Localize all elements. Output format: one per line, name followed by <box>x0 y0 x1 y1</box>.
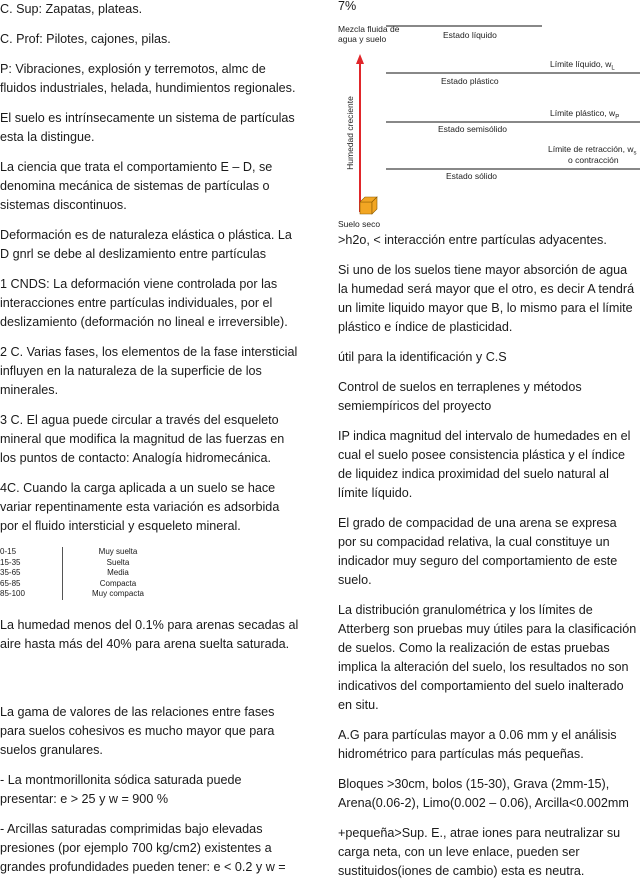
state-solid: Estado sólido <box>446 171 498 181</box>
paragraph: 2 C. Varias fases, los elementos de la fase intersticial influyen en la naturaleza de la superficie de los minerales. <box>0 345 298 397</box>
axis-label: Humedad creciente <box>344 96 355 170</box>
table-row <box>0 547 300 558</box>
plastic-limit-label: Límite plástico, $w_P$ <box>550 108 620 121</box>
left-paragraphs-top <box>0 0 300 536</box>
description-cell: Compacta <box>99 578 137 588</box>
paragraph: útil para la identificación y C.S <box>338 350 507 364</box>
left-column <box>0 0 300 888</box>
description-cell: Muy compacta <box>91 589 145 598</box>
atterberg-limits-diagram <box>338 16 640 229</box>
table-row <box>0 589 300 600</box>
paragraph: 1 CNDS: La deformación viene controlada por las interacciones entre partículas individuales, por el deslizamiento (deformación no lineal e irreversible). <box>0 277 288 329</box>
paragraph: La distribución granulométrica y los límites de Atterberg son pruebas muy útiles para la clasificación de suelos. Como la realización de estas pruebas implica la alteración del suelo, los resultados no son indicativos del comportamiento del suelo inalterado en situ. <box>338 603 637 712</box>
paragraph: Bloques >30cm, bolos (15-30), Grava (2mm-15), Arena(0.06-2), Limo(0.002 – 0.06), Arcilla<0.002mm <box>338 777 629 810</box>
description-cell: Media <box>107 568 129 577</box>
paragraph: - Arcillas saturadas comprimidas bajo elevadas presiones (por ejemplo 700 kg/cm2) existentes a grandes profundidades pueden tener: e < 0.2 y w = <box>0 822 286 874</box>
state-liquid: Estado líquido <box>443 30 497 40</box>
humidity-arrow-head <box>356 54 364 64</box>
paragraph: El grado de compacidad de una arena se expresa por su compacidad relativa, la cual constituye un indicador muy seguro del comportamiento de este suelo. <box>338 516 618 587</box>
fluid-mixture-label: Mezcla fluida de agua y suelo <box>338 24 400 44</box>
paragraph: Deformación es de naturaleza elástica o plástica. La D gnrl se debe al deslizamiento entre partículas <box>0 228 292 261</box>
paragraph: Control de suelos en terraplenes y métodos semiempíricos del proyecto <box>338 380 582 413</box>
dry-soil-label: Suelo seco <box>338 219 381 229</box>
left-paragraphs-bottom <box>0 703 300 877</box>
left-paragraphs-mid <box>0 616 300 654</box>
range-cell: 15-35 <box>0 558 63 569</box>
table-row <box>0 558 300 569</box>
paragraph: P: Vibraciones, explosión y terremotos, almc de fluidos industriales, helada, hundimientos regionales. <box>0 62 296 95</box>
range-cell: 35-65 <box>0 568 63 579</box>
state-semisolid: Estado semisólido <box>438 124 507 134</box>
right-column <box>338 0 638 892</box>
description-cell: Suelta <box>106 557 130 567</box>
relative-density-table <box>0 547 300 609</box>
liquid-limit-label: Límite líquido, $w_L$ <box>550 59 615 72</box>
state-plastic: Estado plástico <box>441 76 499 86</box>
paragraph: 4C. Cuando la carga aplicada a un suelo se hace variar repentinamente esta variación es adsorbida por el fluido intersticial y esqueleto mineral. <box>0 481 280 533</box>
paragraph: - La montmorillonita sódica saturada puede presentar: e > 25 y w = 900 % <box>0 773 242 806</box>
right-paragraphs <box>338 231 638 881</box>
table-row <box>0 568 300 579</box>
paragraph: >h2o, < interacción entre partículas adyacentes. <box>338 233 607 247</box>
table-row <box>0 579 300 590</box>
paragraph: La gama de valores de las relaciones entre fases para suelos cohesivos es mucho mayor que para suelos granulares. <box>0 705 275 757</box>
paragraph: C. Sup: Zapatas, plateas. <box>0 2 143 16</box>
paragraph: IP indica magnitud del intervalo de humedades en el cual el suelo posee consistencia plástica y el índice de liquidez indica proximidad del suelo natural al límite líquido. <box>338 429 631 500</box>
top-fragment: 7% <box>338 0 357 13</box>
paragraph: 3 C. El agua puede circular a través del esqueleto mineral que modifica la magnitud de las fuerzas en los puntos de contacto: Analogía hidromecánica. <box>0 413 285 465</box>
range-cell: 85-100 <box>0 589 63 600</box>
shrinkage-limit-label-line2: o contracción <box>568 155 619 165</box>
dry-soil-cube-icon <box>360 197 377 214</box>
paragraph: El suelo es intrínsecamente un sistema de partículas esta la distingue. <box>0 111 295 144</box>
paragraph: Si uno de los suelos tiene mayor absorción de agua la humedad será mayor que el otro, es decir A tendrá un limite liquido mayor que B, lo mismo para el límite plástico e índice de plasticidad. <box>338 263 635 334</box>
description-cell: Muy suelta <box>98 547 138 556</box>
paragraph: C. Prof: Pilotes, cajones, pilas. <box>0 32 171 46</box>
paragraph: La ciencia que trata el comportamiento E – D, se denomina mecánica de sistemas de partículas o sistemas discontinuos. <box>0 160 273 212</box>
range-cell: 0-15 <box>0 547 63 558</box>
paragraph: A.G para partículas mayor a 0.06 mm y el análisis hidrométrico para partículas más pequeñas. <box>338 728 617 761</box>
paragraph: La humedad menos del 0.1% para arenas secadas al aire hasta más del 40% para arena suelta saturada. <box>0 618 299 651</box>
shrinkage-limit-label: Límite de retracción, $w_s$ <box>548 144 637 157</box>
paragraph: +pequeña>Sup. E., atrae iones para neutralizar su carga neta, con un leve enlace, pueden ser sustituidos(iones de cambio) esta es neutra. <box>338 826 621 878</box>
range-cell: 65-85 <box>0 579 63 590</box>
